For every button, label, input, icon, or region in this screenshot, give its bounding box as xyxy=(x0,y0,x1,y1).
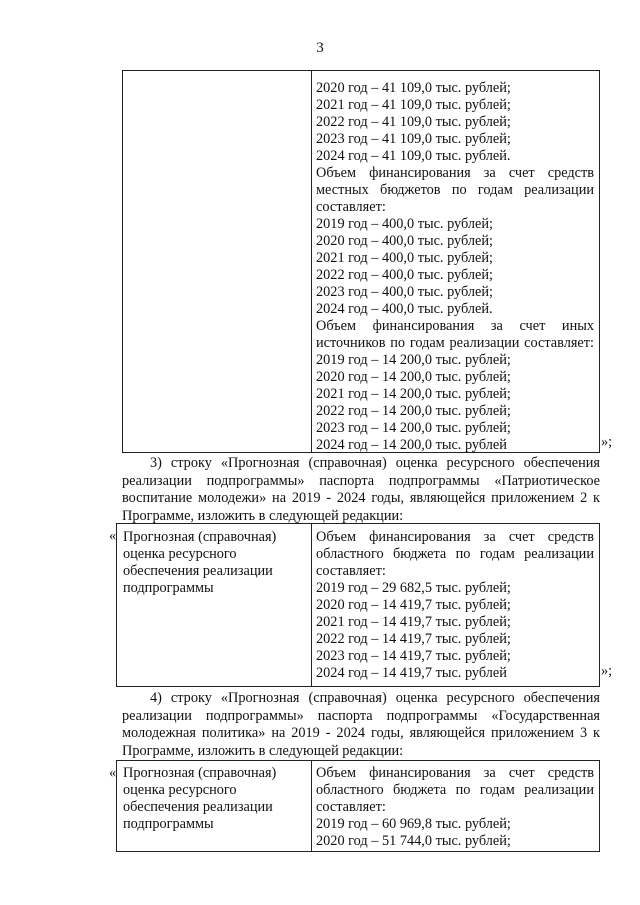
table-column-divider xyxy=(311,761,312,851)
opening-quote-mark: « xyxy=(109,765,117,781)
text-line: 2021 год – 41 109,0 тыс. рублей; xyxy=(316,97,511,113)
text-line: 2020 год – 14 200,0 тыс. рублей; xyxy=(316,369,511,385)
text-line: 2023 год – 400,0 тыс. рублей; xyxy=(316,284,494,300)
text-line: обеспечения реализации xyxy=(123,799,273,815)
text-line: 2023 год – 14 200,0 тыс. рублей; xyxy=(316,420,511,436)
table-right-cell xyxy=(316,80,594,454)
text-line: 2022 год – 14 419,7 тыс. рублей; xyxy=(316,631,511,647)
paragraph-line: Программе, изложить в следующей редакции: xyxy=(122,507,404,524)
table-left-cell xyxy=(123,765,305,833)
paragraph-line: 3) строку «Прогнозная (справочная) оценка ресурсного обеспечения xyxy=(150,455,600,471)
paragraph-line: молодежная политика» на 2019 - 2024 годы, являющейся приложением 3 к xyxy=(122,725,600,741)
text-line: подпрограммы xyxy=(123,816,214,832)
paragraph-line: реализации подпрограммы» паспорта подпрограммы «Государственная xyxy=(122,707,600,724)
closing-quote-mark: »; xyxy=(601,663,613,679)
text-line: 2020 год – 400,0 тыс. рублей; xyxy=(316,233,494,249)
page-number: 3 xyxy=(316,40,324,56)
text-line: 2024 год – 14 200,0 тыс. рублей xyxy=(316,437,507,453)
table-resources-patriotic xyxy=(116,523,600,687)
table-right-cell xyxy=(316,529,594,682)
text-line: 2020 год – 41 109,0 тыс. рублей; xyxy=(316,80,511,96)
text-line: 2020 год – 51 744,0 тыс. рублей; xyxy=(316,833,511,849)
text-line: Объем финансирования за счет средств xyxy=(316,765,594,781)
text-line: обеспечения реализации xyxy=(123,563,273,579)
text-line: источников по годам реализации составляет: xyxy=(316,335,594,351)
text-line: 2021 год – 14 419,7 тыс. рублей; xyxy=(316,614,511,630)
text-line: составляет: xyxy=(316,199,386,215)
text-line: Объем финансирования за счет средств xyxy=(316,529,594,545)
text-line: Прогнозная (справочная) xyxy=(123,529,277,545)
closing-quote-mark: »; xyxy=(601,434,613,450)
text-line: Прогнозная (справочная) xyxy=(123,765,277,781)
text-line: 2019 год – 29 682,5 тыс. рублей; xyxy=(316,580,511,596)
text-line: 2019 год – 400,0 тыс. рублей; xyxy=(316,216,494,232)
text-line: 2020 год – 14 419,7 тыс. рублей; xyxy=(316,597,511,613)
text-line: 2024 год – 41 109,0 тыс. рублей. xyxy=(316,148,511,164)
text-line: Объем финансирования за счет иных xyxy=(316,318,594,334)
text-line: оценка ресурсного xyxy=(123,782,237,798)
text-line: Объем финансирования за счет средств xyxy=(316,165,594,181)
table-column-divider xyxy=(311,524,312,686)
text-line: 2024 год – 400,0 тыс. рублей. xyxy=(316,301,493,317)
table-resources-youth-policy xyxy=(116,760,600,852)
text-line: 2021 год – 400,0 тыс. рублей; xyxy=(316,250,494,266)
text-line: 2021 год – 14 200,0 тыс. рублей; xyxy=(316,386,511,402)
text-line: 2019 год – 60 969,8 тыс. рублей; xyxy=(316,816,511,832)
text-line: местных бюджетов по годам реализации xyxy=(316,182,594,198)
text-line: подпрограммы xyxy=(123,580,214,596)
opening-quote-mark: « xyxy=(109,528,117,544)
text-line: 2022 год – 400,0 тыс. рублей; xyxy=(316,267,494,283)
text-line: 2022 год – 41 109,0 тыс. рублей; xyxy=(316,114,511,130)
table-right-cell xyxy=(316,765,594,850)
table-column-divider xyxy=(311,71,312,452)
text-line: областного бюджета по годам реализации xyxy=(316,782,594,798)
text-line: составляет: xyxy=(316,563,386,579)
text-line: 2023 год – 14 419,7 тыс. рублей; xyxy=(316,648,511,664)
text-line: 2024 год – 14 419,7 тыс. рублей xyxy=(316,665,507,681)
text-line: 2022 год – 14 200,0 тыс. рублей; xyxy=(316,403,511,419)
text-line: оценка ресурсного xyxy=(123,546,237,562)
text-line: составляет: xyxy=(316,799,386,815)
table-left-cell xyxy=(123,529,305,597)
paragraph-line: воспитание молодежи» на 2019 - 2024 годы, являющейся приложением 2 к xyxy=(122,490,600,506)
text-line: областного бюджета по годам реализации xyxy=(316,546,594,562)
paragraph-line: Программе, изложить в следующей редакции: xyxy=(122,742,404,759)
paragraph-line: реализации подпрограммы» паспорта подпрограммы «Патриотическое xyxy=(122,472,600,489)
text-line: 2023 год – 41 109,0 тыс. рублей; xyxy=(316,131,511,147)
paragraph-line: 4) строку «Прогнозная (справочная) оценка ресурсного обеспечения xyxy=(150,690,600,706)
text-line: 2019 год – 14 200,0 тыс. рублей; xyxy=(316,352,511,368)
table-continuation xyxy=(122,70,600,453)
